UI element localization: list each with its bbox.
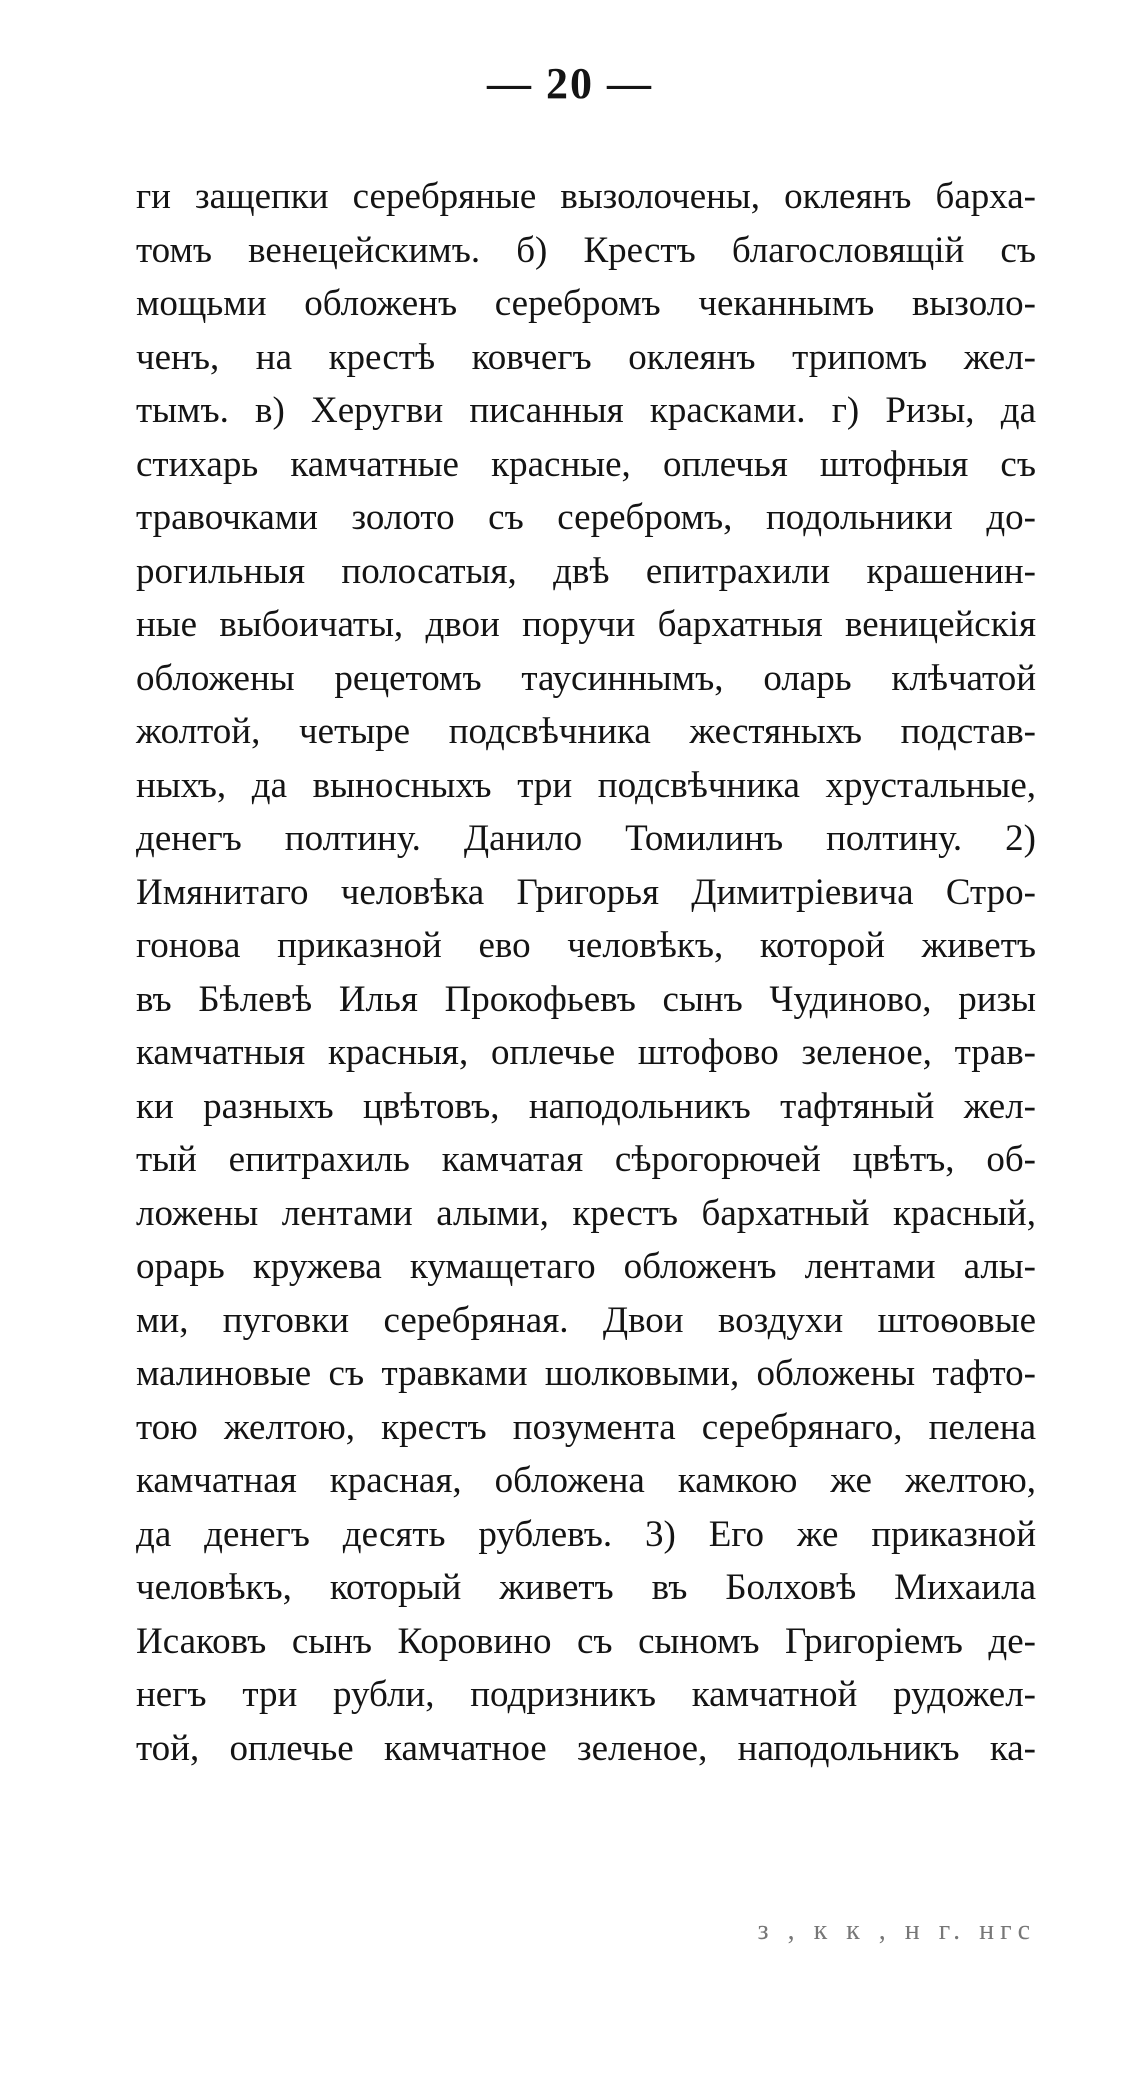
text-line: обложены рецетомъ таусиннымъ, оларь клѣчатой bbox=[136, 657, 1036, 699]
body-text bbox=[136, 170, 1036, 1775]
text-line: малиновые съ травками шолковыми, обложены тафто- bbox=[136, 1353, 1036, 1394]
text-line: Исаковъ сынъ Коровино съ сыномъ Григоріемъ де- bbox=[136, 1620, 1036, 1662]
text-line: стихарь камчатные красные, оплечья штофныя съ bbox=[136, 443, 1036, 485]
page-number: — 20 — bbox=[487, 59, 653, 108]
text-line: ные выбоичаты, двои поручи бархатныя веницейскія bbox=[136, 604, 1036, 645]
text-line: ченъ, на крестѣ ковчегъ оклеянъ трипомъ жел- bbox=[136, 336, 1036, 378]
text-line: орарь кружева кумащетаго обложенъ лентами алы- bbox=[136, 1246, 1036, 1287]
text-line: той, оплечье камчатное зеленое, наподольникъ ка- bbox=[136, 1727, 1036, 1769]
text-line: Имянитаго человѣка Григорья Димитріевича Стро- bbox=[136, 871, 1036, 913]
text-line: да денегъ десять рублевъ. 3) Его же приказной bbox=[136, 1513, 1036, 1555]
text-line: ки разныхъ цвѣтовъ, наподольникъ тафтяный жел- bbox=[136, 1085, 1036, 1127]
text-line: человѣкъ, который живетъ въ Болховѣ Михаила bbox=[136, 1567, 1036, 1608]
text-line: ми, пуговки серебряная. Двои воздухи штоѳовые bbox=[136, 1299, 1036, 1341]
text-line: ги защепки серебряные вызолочены, оклеянъ барха- bbox=[136, 176, 1036, 217]
text-line: мощьми обложенъ серебромъ чеканнымъ вызоло- bbox=[136, 283, 1036, 324]
text-line: ныхъ, да выносныхъ три подсвѣчника хрустальные, bbox=[136, 764, 1036, 806]
catchword-line: з , к к , н г. нгс bbox=[757, 1915, 1036, 1946]
text-line: тый епитрахиль камчатая сѣрогорючей цвѣтъ, об- bbox=[136, 1139, 1036, 1180]
text-line: тымъ. в) Херугви писанныя красками. г) Ризы, да bbox=[136, 390, 1036, 431]
text-line: травочками золото съ серебромъ, подольники до- bbox=[136, 497, 1036, 538]
text-line: негъ три рубли, подризникъ камчатной рудожел- bbox=[136, 1674, 1036, 1715]
text-line: камчатныя красныя, оплечье штофово зеленое, трав- bbox=[136, 1032, 1036, 1073]
text-line: въ Бѣлевѣ Илья Прокофьевъ сынъ Чудиново, ризы bbox=[136, 978, 1036, 1020]
text-line: гонова приказной ево человѣкъ, которой живетъ bbox=[136, 925, 1036, 966]
text-line: ложены лентами алыми, крестъ бархатный красный, bbox=[136, 1192, 1036, 1234]
text-line: денегъ полтину. Данило Томилинъ полтину. 2) bbox=[136, 818, 1036, 859]
text-line: тою желтою, крестъ позумента серебрянаго, пелена bbox=[136, 1406, 1036, 1448]
text-line: камчатная красная, обложена камкою же желтою, bbox=[136, 1460, 1036, 1501]
text-line: рогильныя полосатыя, двѣ епитрахили крашенин- bbox=[136, 550, 1036, 592]
text-line: томъ венецейскимъ. б) Крестъ благословящій съ bbox=[136, 229, 1036, 271]
text-line: жолтой, четыре подсвѣчника жестяныхъ подстав- bbox=[136, 711, 1036, 752]
